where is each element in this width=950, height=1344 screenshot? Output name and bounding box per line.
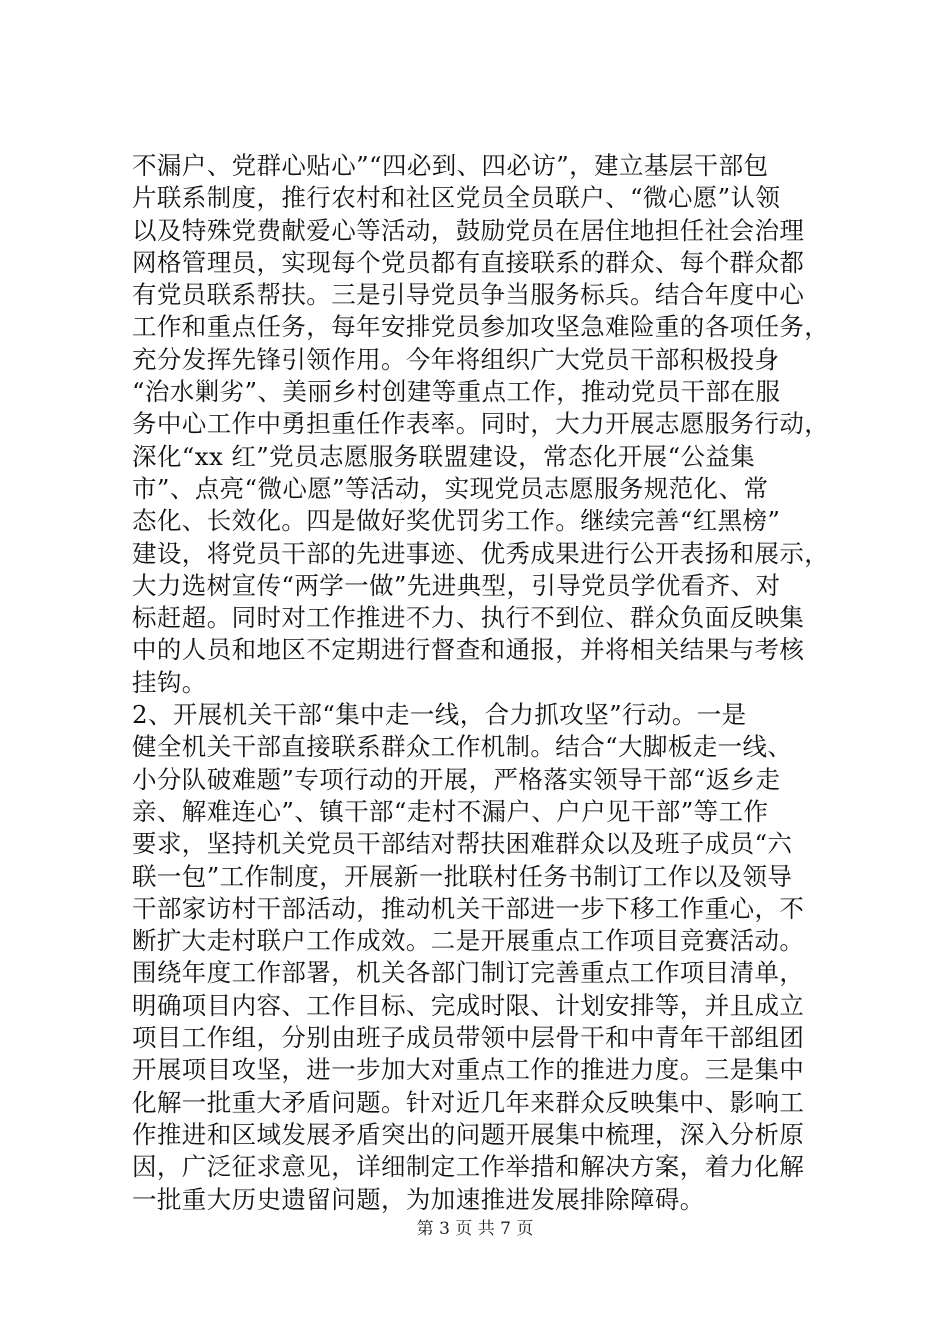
text-line: 以及特殊党费献爱心等活动，鼓励党员在居住地担任社会治理 — [132, 215, 805, 245]
text-line: 不漏户、党群心贴心”“四必到、四必访”，建立基层干部包 — [132, 151, 769, 180]
text-line: 深化“xx 红”党员志愿服务联盟建设，常态化开展“公益集 — [132, 441, 756, 471]
text-line: 断扩大走村联户工作成效。二是开展重点工作项目竞赛活动。 — [132, 926, 805, 956]
text-line: 一批重大历史遗留问题，为加速推进发展排除障碍。 — [132, 1184, 705, 1214]
text-line: 挂钩。 — [132, 667, 207, 697]
text-line: 2、开展机关干部“集中走一线，合力抓攻坚”行动。一是 — [132, 700, 747, 730]
text-line: 围绕年度工作部署，机关各部门制订完善重点工作项目清单， — [132, 958, 805, 988]
text-line: 小分队破难题”专项行动的开展，严格落实领导干部“返乡走 — [132, 764, 781, 794]
text-line: 项目工作组，分别由班子成员带领中层骨干和中青年干部组团 — [132, 1023, 805, 1053]
text-line: 网格管理员，实现每个党员都有直接联系的群众、每个群众都 — [132, 247, 805, 277]
text-line: 工作和重点任务，每年安排党员参加攻坚急难险重的各项任务， — [132, 312, 830, 342]
text-line: 充分发挥先锋引领作用。今年将组织广大党员干部积极投身 — [132, 344, 780, 374]
text-line: 市”、点亮“微心愿”等活动，实现党员志愿服务规范化、常 — [132, 473, 769, 503]
text-line: 化解一批重大矛盾问题。针对近几年来群众反映集中、影响工 — [132, 1087, 805, 1117]
text-line: 联一包”工作制度，开展新一批联村任务书制订工作以及领导 — [132, 861, 793, 891]
text-line: 亲、解难连心”、镇干部“走村不漏户、户户见干部”等工作 — [132, 796, 769, 826]
text-line: 标赶超。同时对工作推进不力、执行不到位、群众负面反映集 — [132, 603, 805, 633]
paragraph-2 — [132, 699, 832, 1216]
text-line: “治水剿劣”、美丽乡村创建等重点工作，推动党员干部在服 — [132, 377, 781, 407]
page-footer: 第 3 页 共 7 页 — [416, 1219, 534, 1239]
text-line: 开展项目攻坚，进一步加大对重点工作的推进力度。三是集中 — [132, 1055, 805, 1085]
text-line: 干部家访村干部活动，推动机关干部进一步下移工作重心，不 — [132, 893, 805, 923]
text-line: 态化、长效化。四是做好奖优罚劣工作。继续完善“红黑榜” — [132, 506, 781, 536]
text-line: 因，广泛征求意见，详细制定工作举措和解决方案，着力化解 — [132, 1152, 805, 1182]
text-line: 明确项目内容、工作目标、完成时限、计划安排等，并且成立 — [132, 990, 805, 1020]
text-line: 片联系制度，推行农村和社区党员全员联户、“微心愿”认领 — [132, 183, 781, 213]
text-line: 作推进和区域发展矛盾突出的问题开展集中梳理，深入分析原 — [132, 1119, 805, 1149]
text-line: 大力选树宣传“两学一做”先进典型，引导党员学优看齐、对 — [132, 570, 781, 600]
text-line: 要求，坚持机关党员干部结对帮扶困难群众以及班子成员“六 — [132, 829, 793, 859]
text-line: 务中心工作中勇担重任作表率。同时，大力开展志愿服务行动， — [132, 409, 830, 439]
text-line: 健全机关干部直接联系群众工作机制。结合“大脚板走一线、 — [132, 732, 793, 762]
text-line: 有党员联系帮扶。三是引导党员争当服务标兵。结合年度中心 — [132, 280, 805, 310]
paragraph-1 — [132, 150, 832, 699]
text-line: 建设，将党员干部的先进事迹、优秀成果进行公开表扬和展示， — [132, 538, 830, 568]
document-body — [132, 150, 832, 1216]
text-line: 中的人员和地区不定期进行督查和通报，并将相关结果与考核 — [132, 635, 805, 665]
